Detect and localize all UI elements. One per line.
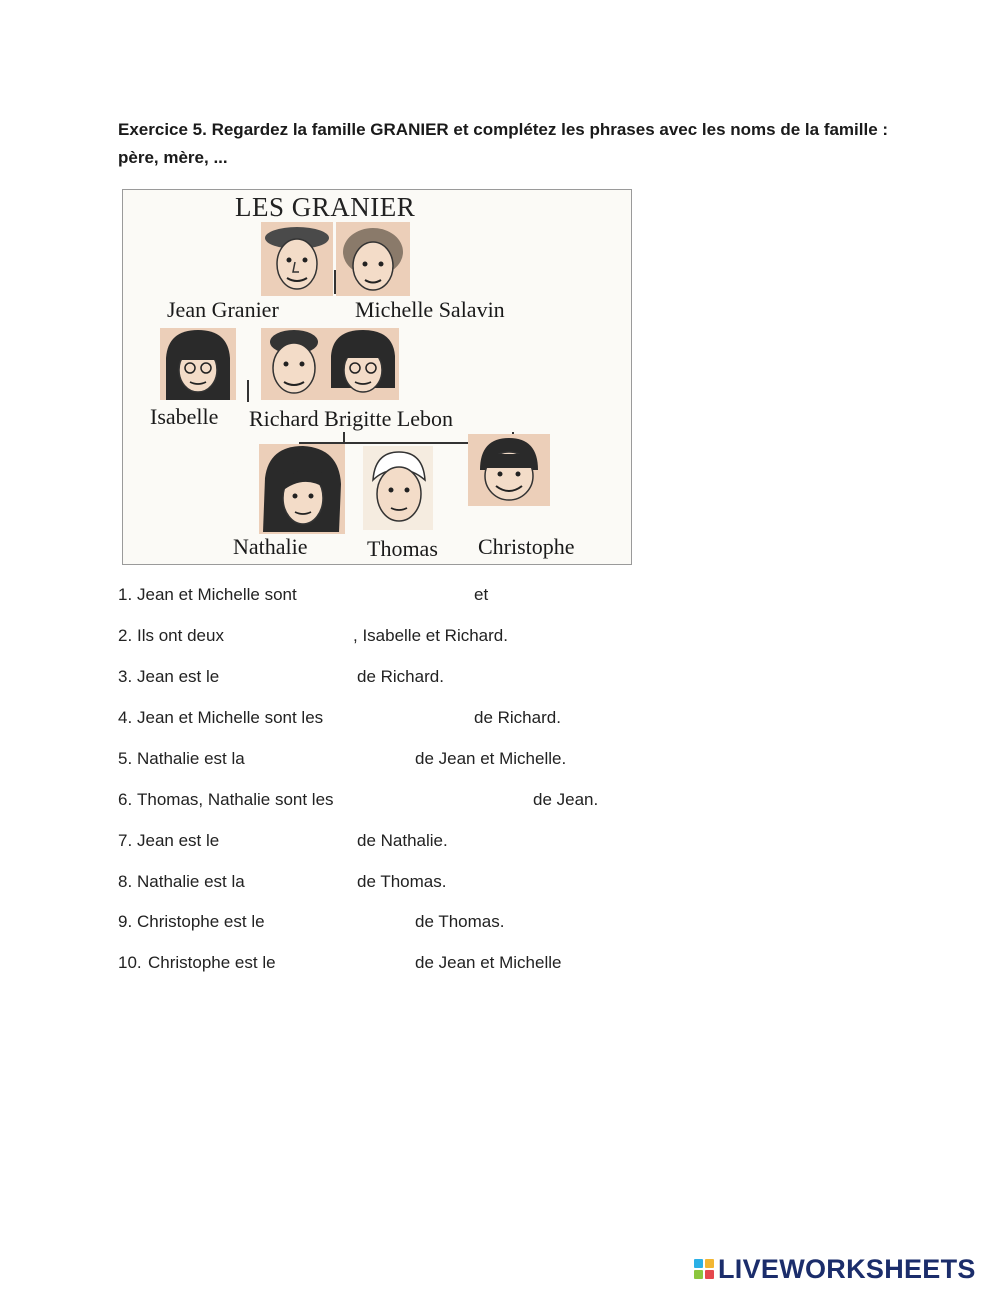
name-jean-granier: Jean Granier — [167, 297, 279, 322]
richard-face-illustration — [261, 328, 327, 400]
sentence-text: de Jean et Michelle — [415, 953, 562, 972]
liveworksheets-logo — [694, 1254, 976, 1284]
brigitte-face-illustration — [327, 328, 399, 400]
answer-blank[interactable] — [318, 585, 472, 607]
jean-michelle-link-line — [334, 270, 336, 294]
sentence-text: de Thomas. — [357, 872, 447, 891]
sentence-2 — [118, 624, 538, 648]
sentence-text: de Jean et Michelle. — [415, 749, 567, 768]
logo-blocks-icon — [694, 1259, 714, 1279]
sentence-number: 7. — [118, 831, 133, 850]
answer-blank[interactable] — [362, 790, 531, 812]
answer-blank[interactable] — [230, 667, 354, 689]
sentence-text: de Richard. — [474, 708, 561, 727]
sentence-text: Jean est le — [137, 831, 220, 850]
jean-face-illustration — [261, 222, 333, 296]
nathalie-face-illustration — [259, 444, 345, 534]
logo-block — [694, 1259, 703, 1268]
answer-blank[interactable] — [230, 831, 354, 853]
sentence-text: Jean et Michelle sont les — [137, 708, 324, 727]
sentence-number: 9. — [118, 912, 133, 931]
thomas-face-illustration — [363, 446, 433, 530]
isabelle-face-illustration — [160, 328, 236, 400]
sentence-number: 1. — [118, 585, 133, 604]
answer-blank[interactable] — [296, 953, 412, 975]
name-richard-brigitte-lebon: Richard Brigitte Lebon — [249, 406, 454, 431]
sentence-text: Thomas, Nathalie sont les — [137, 790, 334, 809]
answer-blank[interactable] — [288, 912, 412, 934]
sentence-text: Nathalie est la — [137, 749, 245, 768]
answer-blank[interactable] — [240, 626, 354, 648]
sentence-10 — [118, 951, 638, 975]
sentence-number: 3. — [118, 667, 133, 686]
sentence-8 — [118, 870, 538, 894]
sentence-number: 10. — [118, 953, 142, 972]
sentence-1 — [118, 583, 538, 607]
sentence-7 — [118, 829, 538, 853]
name-michelle-salavin: Michelle Salavin — [355, 297, 505, 322]
sentence-4 — [118, 706, 638, 730]
sentence-text: Jean est le — [137, 667, 220, 686]
sentence-text: et — [474, 585, 489, 604]
sentence-3 — [118, 665, 538, 689]
sentence-text: de Jean. — [533, 790, 599, 809]
sentence-text: Christophe est le — [148, 953, 276, 972]
sentence-text: de Richard. — [357, 667, 444, 686]
answer-blank[interactable] — [264, 872, 354, 894]
name-christophe: Christophe — [478, 534, 575, 559]
answer-blank[interactable] — [264, 749, 413, 771]
answer-blank[interactable] — [348, 708, 472, 730]
family-tree-illustration — [122, 189, 632, 565]
sentence-text: Nathalie est la — [137, 872, 245, 891]
christophe-face-illustration — [468, 434, 550, 506]
sentence-number: 2. — [118, 626, 133, 645]
sentence-9 — [118, 910, 538, 934]
sentence-text: , Isabelle et Richard. — [353, 626, 508, 645]
sentence-5 — [118, 747, 638, 771]
logo-block — [705, 1270, 714, 1279]
sentence-number: 8. — [118, 872, 133, 891]
name-thomas: Thomas — [367, 536, 438, 561]
sentence-text: Christophe est le — [137, 912, 265, 931]
sentence-text: Jean et Michelle sont — [137, 585, 297, 604]
sentence-number: 4. — [118, 708, 133, 727]
sentence-number: 5. — [118, 749, 133, 768]
sentence-text: de Thomas. — [415, 912, 505, 931]
figure-title: LES GRANIER — [235, 192, 416, 222]
exercise-instruction: Exercice 5. Regardez la famille GRANIER et complétez les phrases avec les noms de la famille : père, mère, ... — [118, 120, 889, 167]
sentence-text: de Nathalie. — [357, 831, 448, 850]
name-nathalie: Nathalie — [233, 534, 308, 559]
sentence-6 — [118, 788, 638, 812]
logo-text: LIVEWORKSHEETS — [718, 1253, 976, 1284]
logo-block — [705, 1259, 714, 1268]
logo-block — [694, 1270, 703, 1279]
sentence-text: Ils ont deux — [137, 626, 224, 645]
michelle-face-illustration — [336, 222, 410, 296]
isabelle-link-line — [247, 380, 249, 402]
name-isabelle: Isabelle — [150, 404, 219, 429]
sentence-number: 6. — [118, 790, 133, 809]
